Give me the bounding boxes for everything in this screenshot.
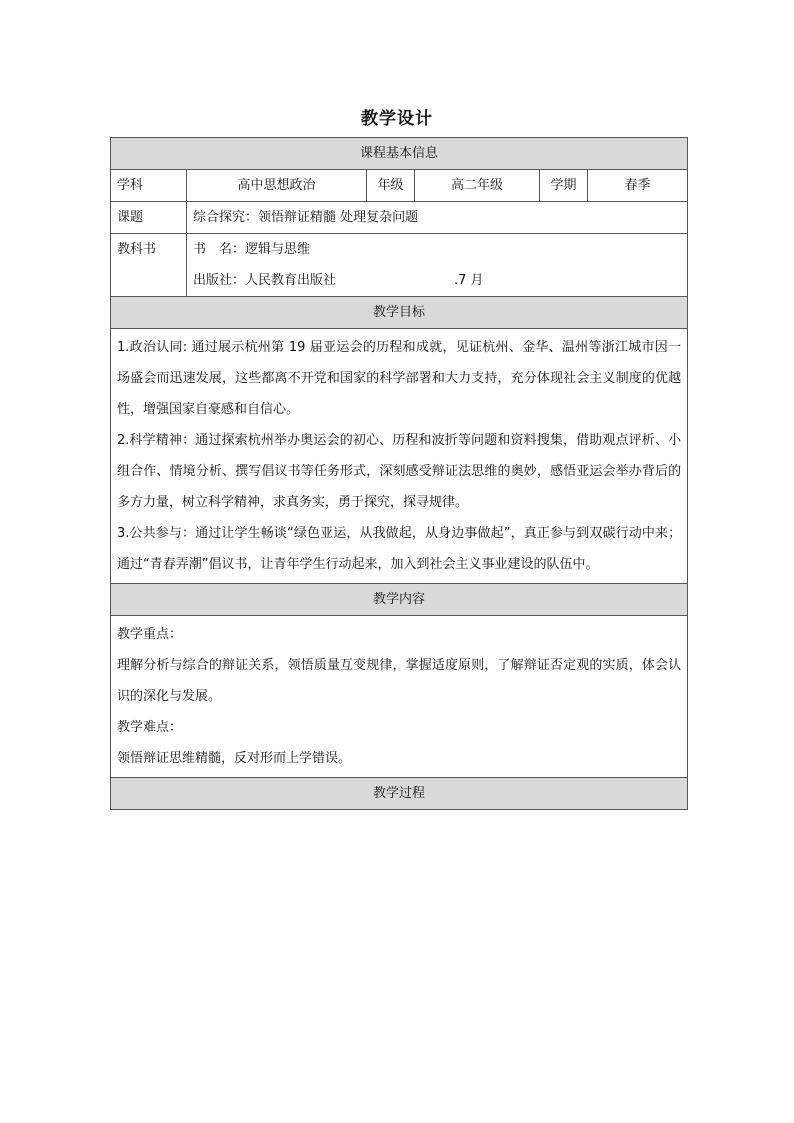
topic-value: 综合探究：领悟辩证精髓 处理复杂问题 — [187, 202, 688, 234]
textbook-label: 教科书 — [111, 234, 187, 297]
publisher: 出版社：人民教育出版社 — [193, 273, 337, 288]
document-title: 教学设计 — [361, 109, 433, 129]
term-value: 春季 — [588, 170, 688, 202]
subject-value: 高中思想政治 — [187, 170, 367, 202]
objectives-content — [111, 329, 688, 584]
subject-label: 学科 — [111, 170, 187, 202]
difficult-points-text: 领悟辩证思维精髓，反对形而上学错误。 — [117, 751, 352, 766]
key-points-label: 教学重点： — [117, 627, 183, 642]
section-objectives: 教学目标 — [111, 297, 688, 329]
objective-item: 1.政治认同: 通过展示杭州第 19 届亚运会的历程和成就，见证杭州、金华、温州等浙江城市因一场盛会而迅速发展，这些都离不开党和国家的科学部署和大力支持，充分体现社会主义制度的优越性，增强国家自豪感和自信心。 — [117, 340, 682, 417]
section-process: 教学过程 — [111, 778, 688, 810]
textbook-info — [187, 234, 688, 297]
publish-date: .7 月 — [454, 273, 484, 288]
book-name: 书 名：逻辑与思维 — [193, 242, 311, 257]
lesson-plan-table — [110, 137, 688, 810]
publisher-line — [193, 265, 681, 296]
objective-item: 3.公共参与：通过让学生畅谈“绿色亚运，从我做起，从身边事做起”，真正参与到双碳行动中来；通过“青春弄潮”倡议书，让青年学生行动起来，加入到社会主义事业建设的队伍中。 — [117, 526, 682, 572]
term-label: 学期 — [540, 170, 588, 202]
topic-label: 课题 — [111, 202, 187, 234]
objective-item: 2.科学精神：通过探索杭州举办奥运会的初心、历程和波折等问题和资料搜集，借助观点评析、小组合作、情境分析、撰写倡议书等任务形式，深刻感受辩证法思维的奥妙，感悟亚运会举办背后的多方力量，树立科学精神，求真务实，勇于探究，探寻规律。 — [117, 433, 682, 510]
difficult-points-label: 教学难点： — [117, 720, 183, 735]
section-basic-info: 课程基本信息 — [111, 138, 688, 170]
section-content: 教学内容 — [111, 584, 688, 616]
key-points-text: 理解分析与综合的辩证关系，领悟质量互变规律，掌握适度原则，了解辩证否定观的实质，体会认识的深化与发展。 — [117, 658, 682, 704]
grade-value: 高二年级 — [415, 170, 540, 202]
grade-label: 年级 — [367, 170, 415, 202]
teaching-content — [111, 616, 688, 778]
